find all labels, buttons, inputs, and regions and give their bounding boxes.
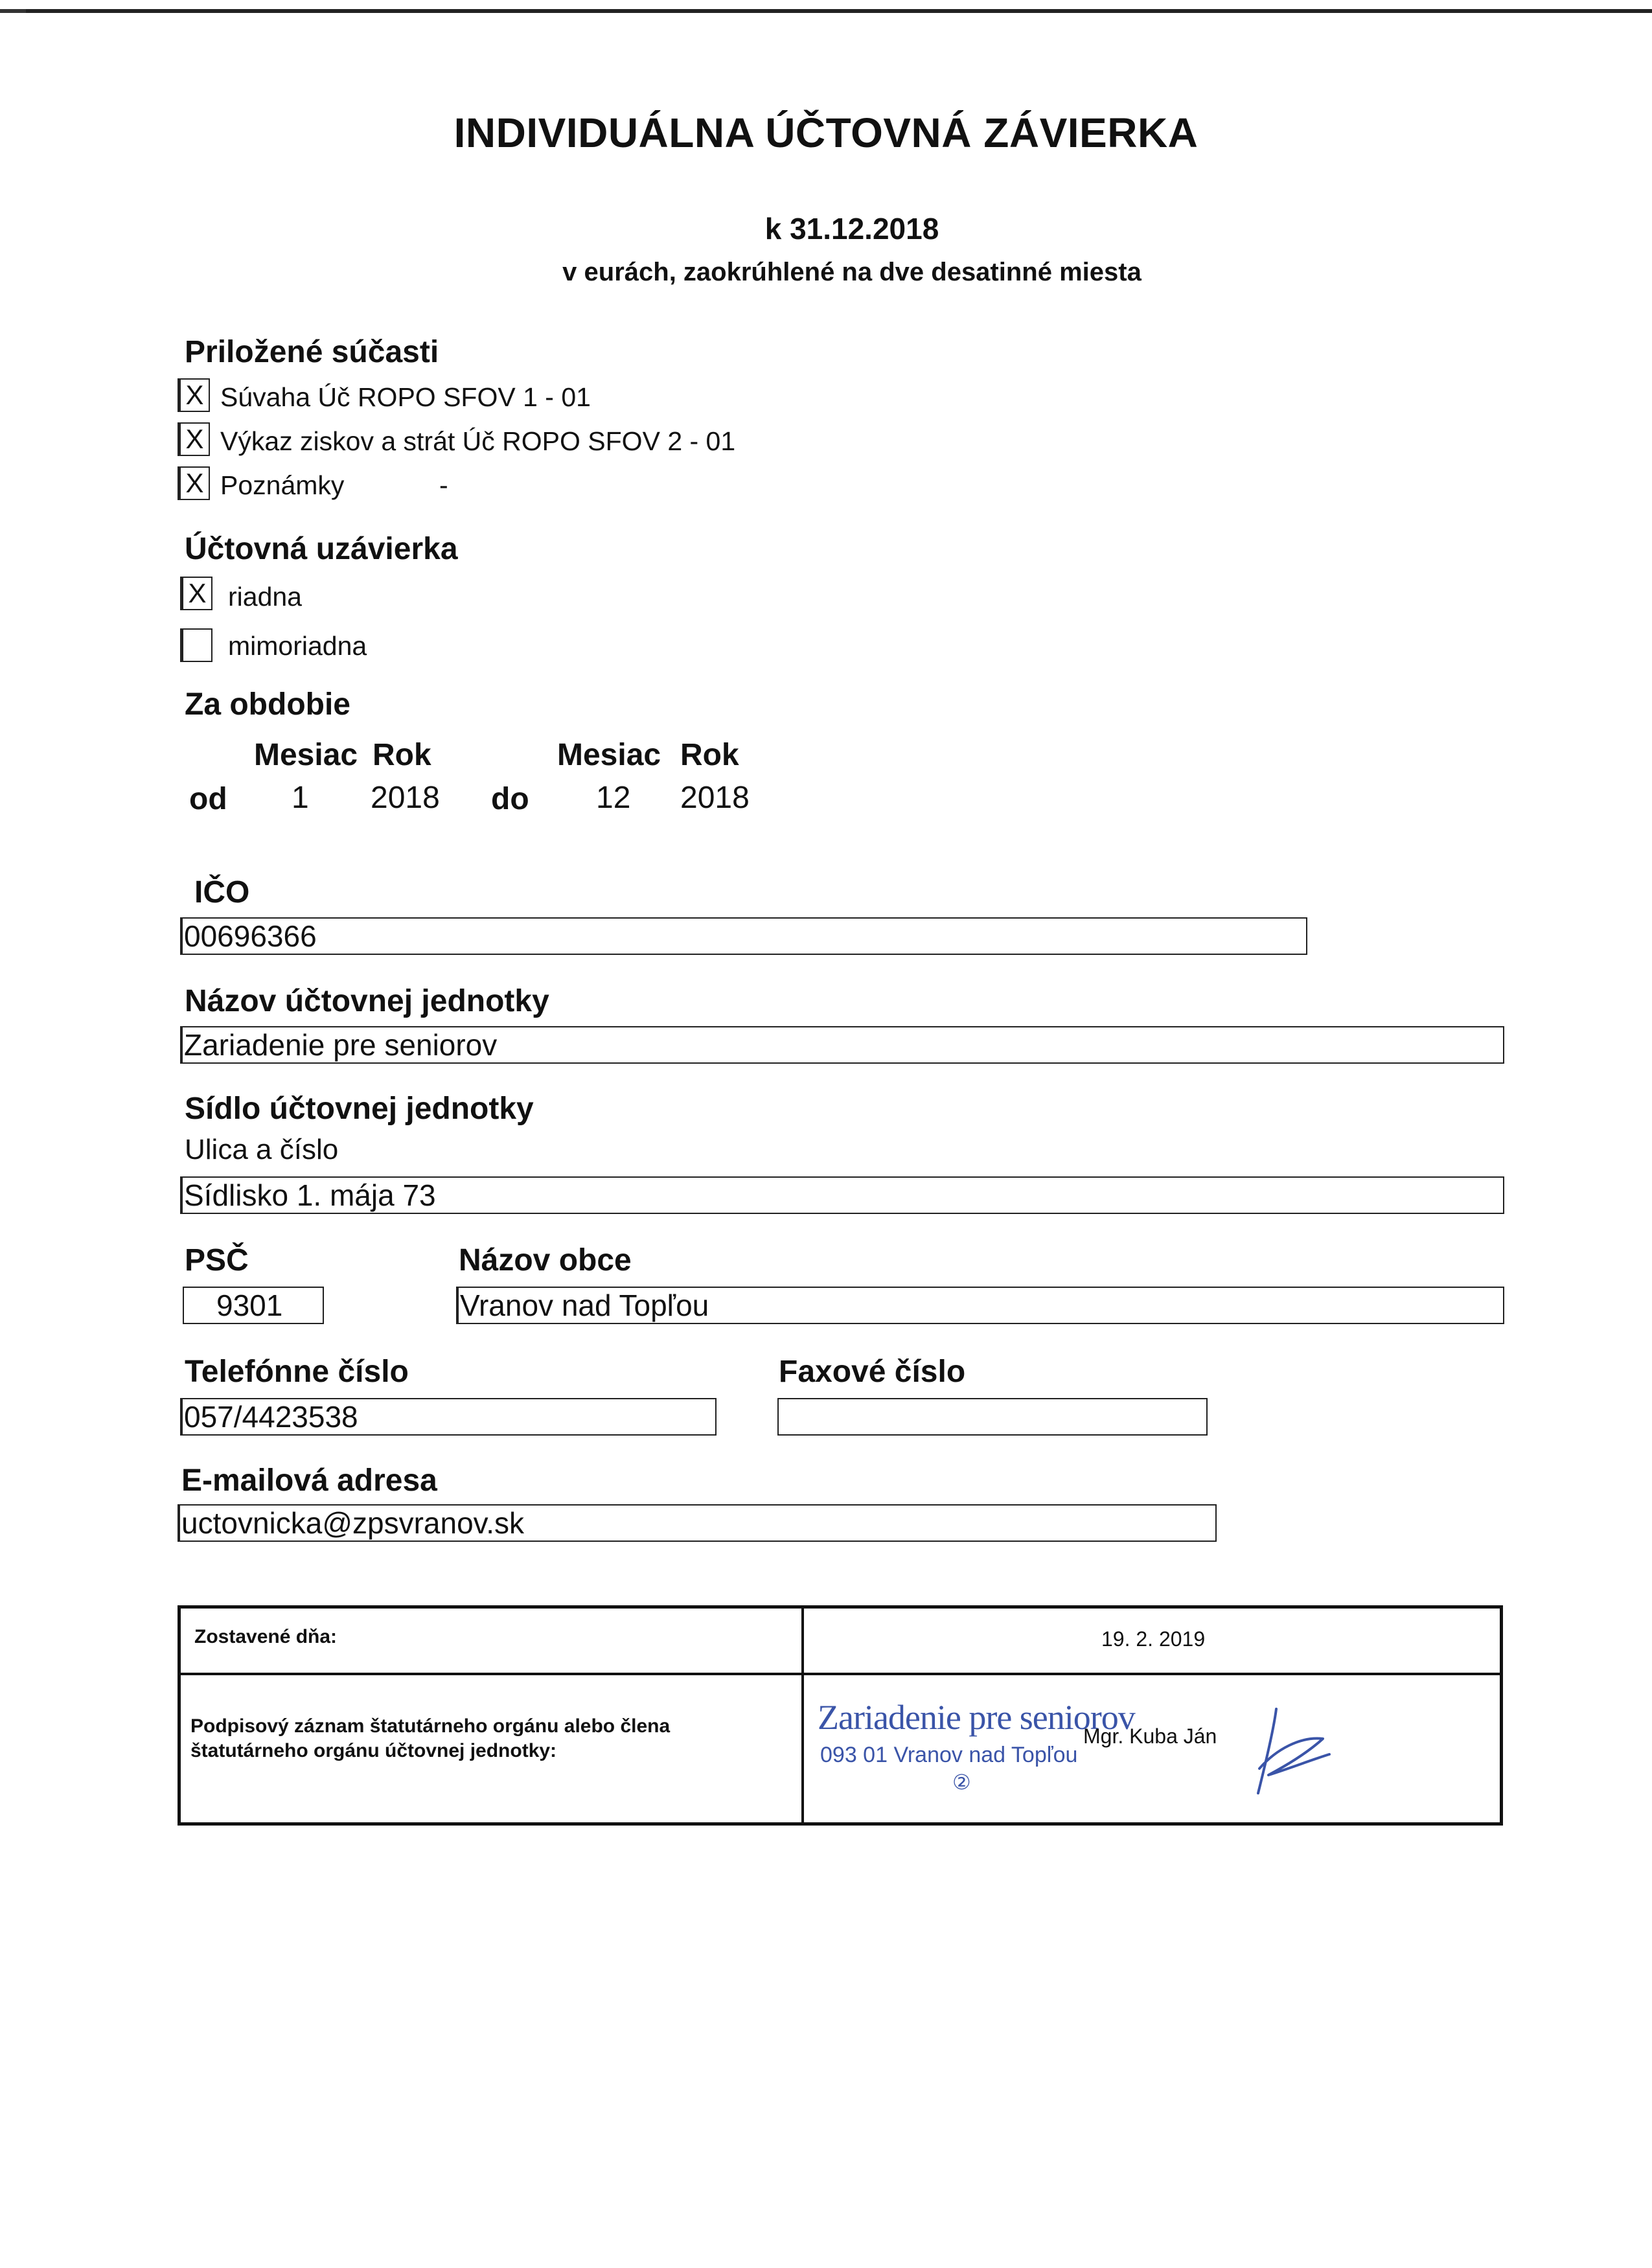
top-edge-rule-left [0,9,26,13]
signature-label-line1: Podpisový záznam štatutárneho orgánu alebo člena [190,1715,671,1737]
compiled-date: 19. 2. 2019 [1101,1627,1206,1651]
checkbox-extraordinary[interactable] [180,628,212,662]
signature-table-row-divider [178,1673,1503,1675]
notes-dash: - [439,470,448,500]
fax-label: Faxové číslo [779,1355,966,1389]
stamp-address: 093 01 Vranov nad Topľou [820,1743,1078,1767]
ico-field[interactable]: 00696366 [180,917,1307,955]
signer-name: Mgr. Kuba Ján [1083,1724,1217,1748]
to-year-value: 2018 [680,781,750,815]
seat-label: Sídlo účtovnej jednotky [185,1092,534,1126]
report-date: k 31.12.2018 [764,212,939,246]
fax-field[interactable] [777,1398,1208,1436]
top-edge-rule [26,9,1652,13]
units-note: v eurách, zaokrúhlené na dve desatinné miesta [562,258,1141,286]
from-year-label: Rok [373,738,431,772]
entity-name-field[interactable]: Zariadenie pre seniorov [180,1026,1504,1064]
checkbox-ordinary[interactable]: X [180,577,212,610]
street-field[interactable]: Sídlisko 1. mája 73 [180,1176,1504,1214]
phone-label: Telefónne číslo [185,1355,409,1389]
handwritten-signature-icon [1250,1697,1341,1801]
signature-label-line2: štatutárneho orgánu účtovnej jednotky: [190,1740,557,1761]
entity-name-label: Názov účtovnej jednotky [185,984,549,1018]
to-month-value: 12 [596,781,631,815]
psc-field[interactable]: 9301 [183,1287,324,1324]
to-label: do [491,782,529,816]
city-field[interactable]: Vranov nad Topľou [456,1287,1504,1324]
city-label: Názov obce [459,1243,632,1277]
attachments-heading: Priložené súčasti [185,335,439,369]
checkbox-balance-sheet[interactable]: X [178,378,210,412]
to-year-label: Rok [680,738,739,772]
to-month-label: Mesiac [557,738,661,772]
period-heading: Za obdobie [185,687,350,722]
checkbox-income-statement[interactable]: X [178,422,210,456]
phone-field[interactable]: 057/4423538 [180,1398,717,1436]
document-title: INDIVIDUÁLNA ÚČTOVNÁ ZÁVIERKA [453,109,1199,156]
compiled-label: Zostavené dňa: [194,1626,338,1647]
closing-heading: Účtovná uzávierka [185,532,458,566]
signature-table-divider [801,1605,804,1826]
from-label: od [189,782,227,816]
checkbox-label-ordinary: riadna [228,582,302,612]
street-label: Ulica a číslo [185,1134,339,1165]
from-month-label: Mesiac [254,738,358,772]
checkbox-label-income-statement: Výkaz ziskov a strát Úč ROPO SFOV 2 - 01 [220,426,736,456]
checkbox-label-extraordinary: mimoriadna [228,631,367,661]
ico-label: IČO [194,875,250,910]
email-label: E-mailová adresa [181,1463,437,1498]
checkbox-label-notes: Poznámky [220,470,345,500]
checkbox-label-balance-sheet: Súvaha Úč ROPO SFOV 1 - 01 [220,382,591,412]
email-field[interactable]: uctovnicka@zpsvranov.sk [178,1504,1217,1542]
stamp-mark: ② [952,1770,971,1794]
stamp-name: Zariadenie pre seniorov [818,1698,1135,1737]
from-year-value: 2018 [371,781,440,815]
from-month-value: 1 [292,781,309,815]
psc-label: PSČ [185,1243,249,1277]
checkbox-notes[interactable]: X [178,466,210,500]
